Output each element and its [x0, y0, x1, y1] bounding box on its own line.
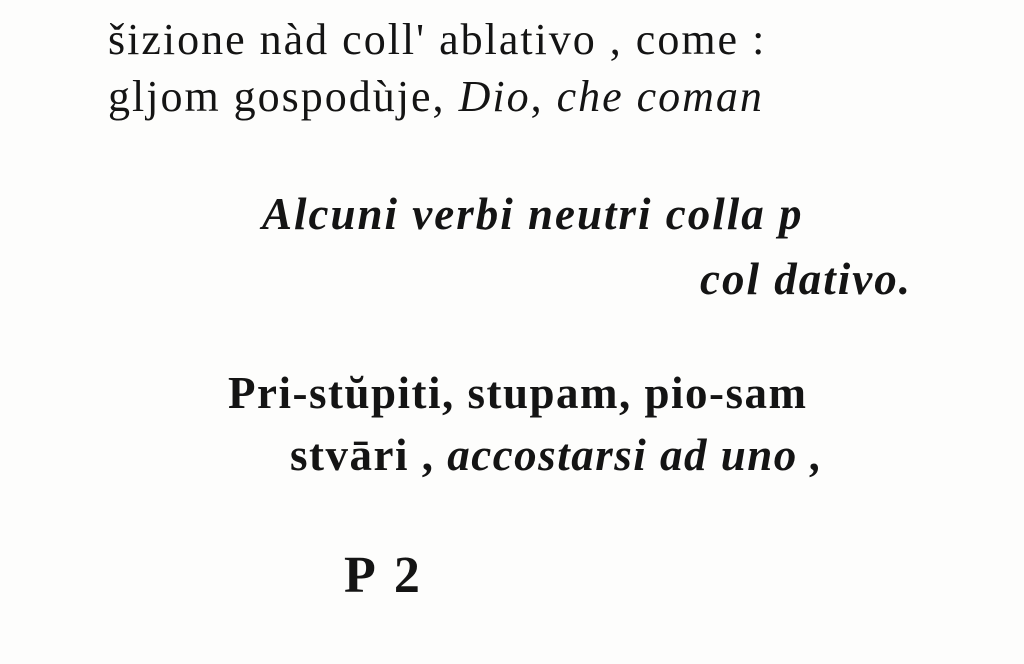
section-heading-line-1: Alcuni verbi neutri colla p — [262, 189, 804, 239]
text-dio-italic: Dio — [458, 72, 531, 121]
text-gljom-gospoduje: gljom gospodùje, — [108, 72, 459, 121]
printer-signature-mark: P 2 — [344, 547, 424, 604]
text-line-stvari — [290, 430, 824, 480]
text-accostarsi-italic: accostarsi ad uno , — [447, 430, 824, 480]
text-line-pri-stupiti: Pri-stŭpiti, stupam, pio-sam — [228, 368, 808, 418]
section-heading-line-2: col dativo. — [700, 254, 912, 304]
text-che-coman-italic: che coman — [556, 72, 764, 121]
text-line-sizione: šizione nàd coll' ablativo , come : — [108, 15, 767, 64]
text-comma: , — [530, 72, 557, 121]
text-stvari: stvāri , — [290, 430, 448, 480]
text-line-gljom — [108, 72, 764, 121]
